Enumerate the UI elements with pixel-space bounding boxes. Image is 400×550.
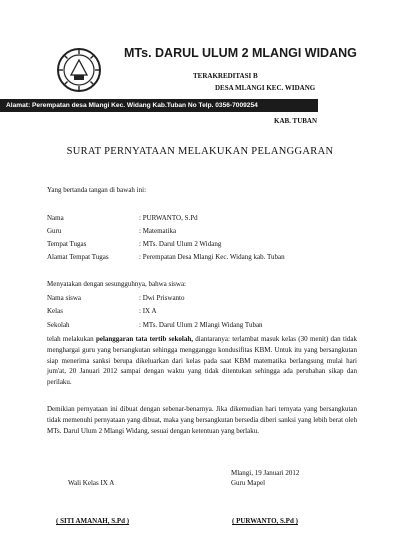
school-logo-icon [56, 47, 102, 93]
subject-teacher-name: ( PURWANTO, S.Pd ) [232, 517, 298, 525]
document-title: SURAT PERNYATAAN MELAKUKAN PELANGGARAN [66, 146, 334, 157]
violation-emphasis: pelanggaran tata tertib sekolah, [95, 335, 193, 343]
student-value-name: : Dwi Priswanto [139, 294, 185, 302]
signer-label-address: Alamat Tempat Tugas [47, 253, 109, 261]
regency-text: KAB. TUBAN [274, 117, 318, 125]
violation-text-start: telah melakukan [47, 335, 96, 343]
signer-value-address: : Perempatan Desa Mlangi Kec. Widang kab. Tuban [139, 253, 285, 261]
signer-label-name: Nama [47, 214, 64, 222]
signer-value-name: : PURWANTO, S.Pd [139, 214, 198, 222]
body-paragraph-2: Demikian pernyataan ini dibuat dengan sebenar-benarnya. Jika dikemudian hari ternyata yang bersangkutan tidak memenuhi pernyataan yang dibuat, maka yang bersangkutan bersedia diberi sanksi yang lebih berat oleh MTs. Darul Ulum 2 Mlangi Widang, sesuai dengan ketentuan yang berlaku. [47, 405, 357, 435]
student-label-name: Nama siswa [47, 294, 82, 302]
homeroom-teacher-name: ( SITI AMANAH, S.Pd ) [56, 517, 130, 525]
student-label-class: Kelas [47, 307, 63, 315]
place-date: Mlangi, 19 Januari 2012 [231, 469, 300, 477]
signer-value-subject: : Matematika [139, 227, 177, 235]
village-address: DESA MLANGI KEC. WIDANG [215, 84, 316, 92]
statement-intro: Menyatakan dengan sesungguhnya, bahwa siswa: [47, 280, 186, 288]
homeroom-teacher-role: Wali Kelas IX A [68, 479, 115, 487]
address-banner: Alamat: Perempatan desa Mlangi Kec. Widang Kab.Tuban No Telp. 0356-7009254 [0, 99, 318, 112]
signer-label-subject: Guru [47, 227, 62, 235]
accreditation-text: TERAKREDITASI B [193, 72, 258, 80]
student-label-school: Sekolah [47, 321, 70, 329]
violation-text-rest: diantaranya: terlambat masuk kelas (30 menit) dan tidak menghargai guru yang bersangkutan sehingga mengganggu kondusifitas KBM. Untuk itu yang bersangkutan siap menerima sanksi berupa dikeluarkan dari kelas pada saat KBM matematika berlangsung mulai hari jum'at, 20 Januari 2012 sampai dengan waktu yang tidak ditentukan sehingga ada perubahan sikap dan perilaku. [47, 335, 357, 387]
student-value-class: : IX A [139, 307, 157, 315]
intro-text: Yang bertanda tangan di bawah ini: [47, 186, 147, 194]
signer-label-workplace: Tempat Tugas [47, 240, 87, 248]
subject-teacher-role: Guru Mapel [231, 479, 266, 487]
body-paragraph-1 [47, 334, 357, 388]
signer-value-workplace: : MTs. Darul Ulum 2 Widang [139, 240, 222, 248]
student-value-school: : MTs. Darul Ulum 2 Mlangi Widang Tuban [139, 321, 263, 329]
school-name: MTs. DARUL ULUM 2 MLANGI WIDANG [124, 46, 357, 60]
